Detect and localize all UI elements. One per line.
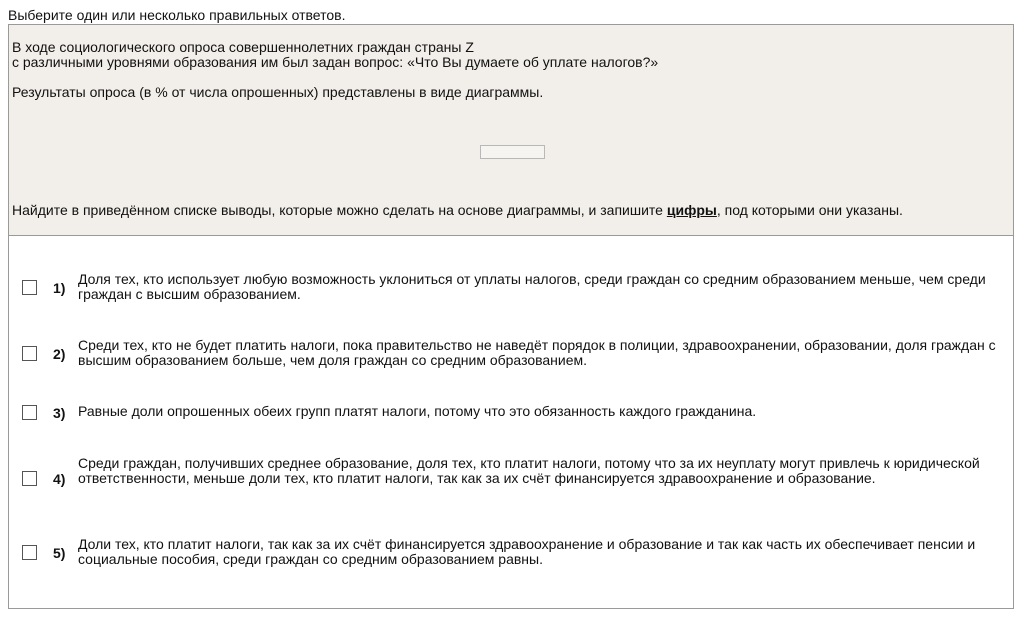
find-text-prefix: Найдите в приведённом списке выводы, которые можно сделать на основе диаграммы, и запишите [12, 202, 667, 218]
chart-image-placeholder [480, 145, 545, 159]
find-text-suffix: , под которыми они указаны. [716, 202, 903, 218]
option-3-text[interactable]: Равные доли опрошенных обеих групп платят налоги, потому что это обязанность каждого гражданина. [78, 403, 757, 419]
option-2-text[interactable]: Среди тех, кто не будет платить налоги, пока правительство не наведёт порядок в полиции, здравоохранении, образовании, доля граждан с высшим образованием больше, чем доля граждан со средним образованием. [78, 337, 996, 368]
option-2-checkbox[interactable] [22, 346, 37, 361]
find-text-emphasis: цифры [666, 202, 717, 218]
option-2-number: 2) [53, 346, 66, 362]
task-find-text [12, 203, 903, 218]
task-intro [12, 40, 658, 70]
option-5-checkbox[interactable] [22, 545, 37, 560]
option-1-checkbox[interactable] [22, 280, 37, 295]
option-5-number: 5) [53, 545, 66, 561]
task-description [9, 25, 1013, 236]
task-results-text: Результаты опроса (в % от числа опрошенных) представлены в виде диаграммы. [12, 84, 544, 100]
option-3-checkbox[interactable] [22, 405, 37, 420]
instruction-text: Выберите один или несколько правильных ответов. [8, 7, 346, 23]
task-container [8, 24, 1014, 609]
option-1-number: 1) [53, 280, 66, 296]
option-4-checkbox[interactable] [22, 471, 37, 486]
option-5-text[interactable]: Доли тех, кто платит налоги, так как за их счёт финансируется здравоохранение и образование и так как часть их обеспечивает пенсии и социальные пособия, среди граждан со средним образованием равны. [78, 536, 976, 567]
task-intro-line-1: В ходе социологического опроса совершеннолетних граждан страны Z [12, 39, 474, 55]
option-1-text[interactable]: Доля тех, кто использует любую возможность уклониться от уплаты налогов, среди граждан со средним образованием меньше, чем среди граждан с высшим образованием. [78, 271, 986, 302]
task-intro-line-2: с различными уровнями образования им был задан вопрос: «Что Вы думаете об уплате налогов?» [12, 54, 659, 70]
option-3-number: 3) [53, 405, 66, 421]
option-4-number: 4) [53, 471, 66, 487]
option-4-text[interactable]: Среди граждан, получивших среднее образование, доля тех, кто платит налоги, потому что за их неуплату могут привлечь к юридической ответственности, меньше доли тех, кто платит налоги, так как за их счёт финансируется здравоохранение и образование. [78, 455, 980, 486]
